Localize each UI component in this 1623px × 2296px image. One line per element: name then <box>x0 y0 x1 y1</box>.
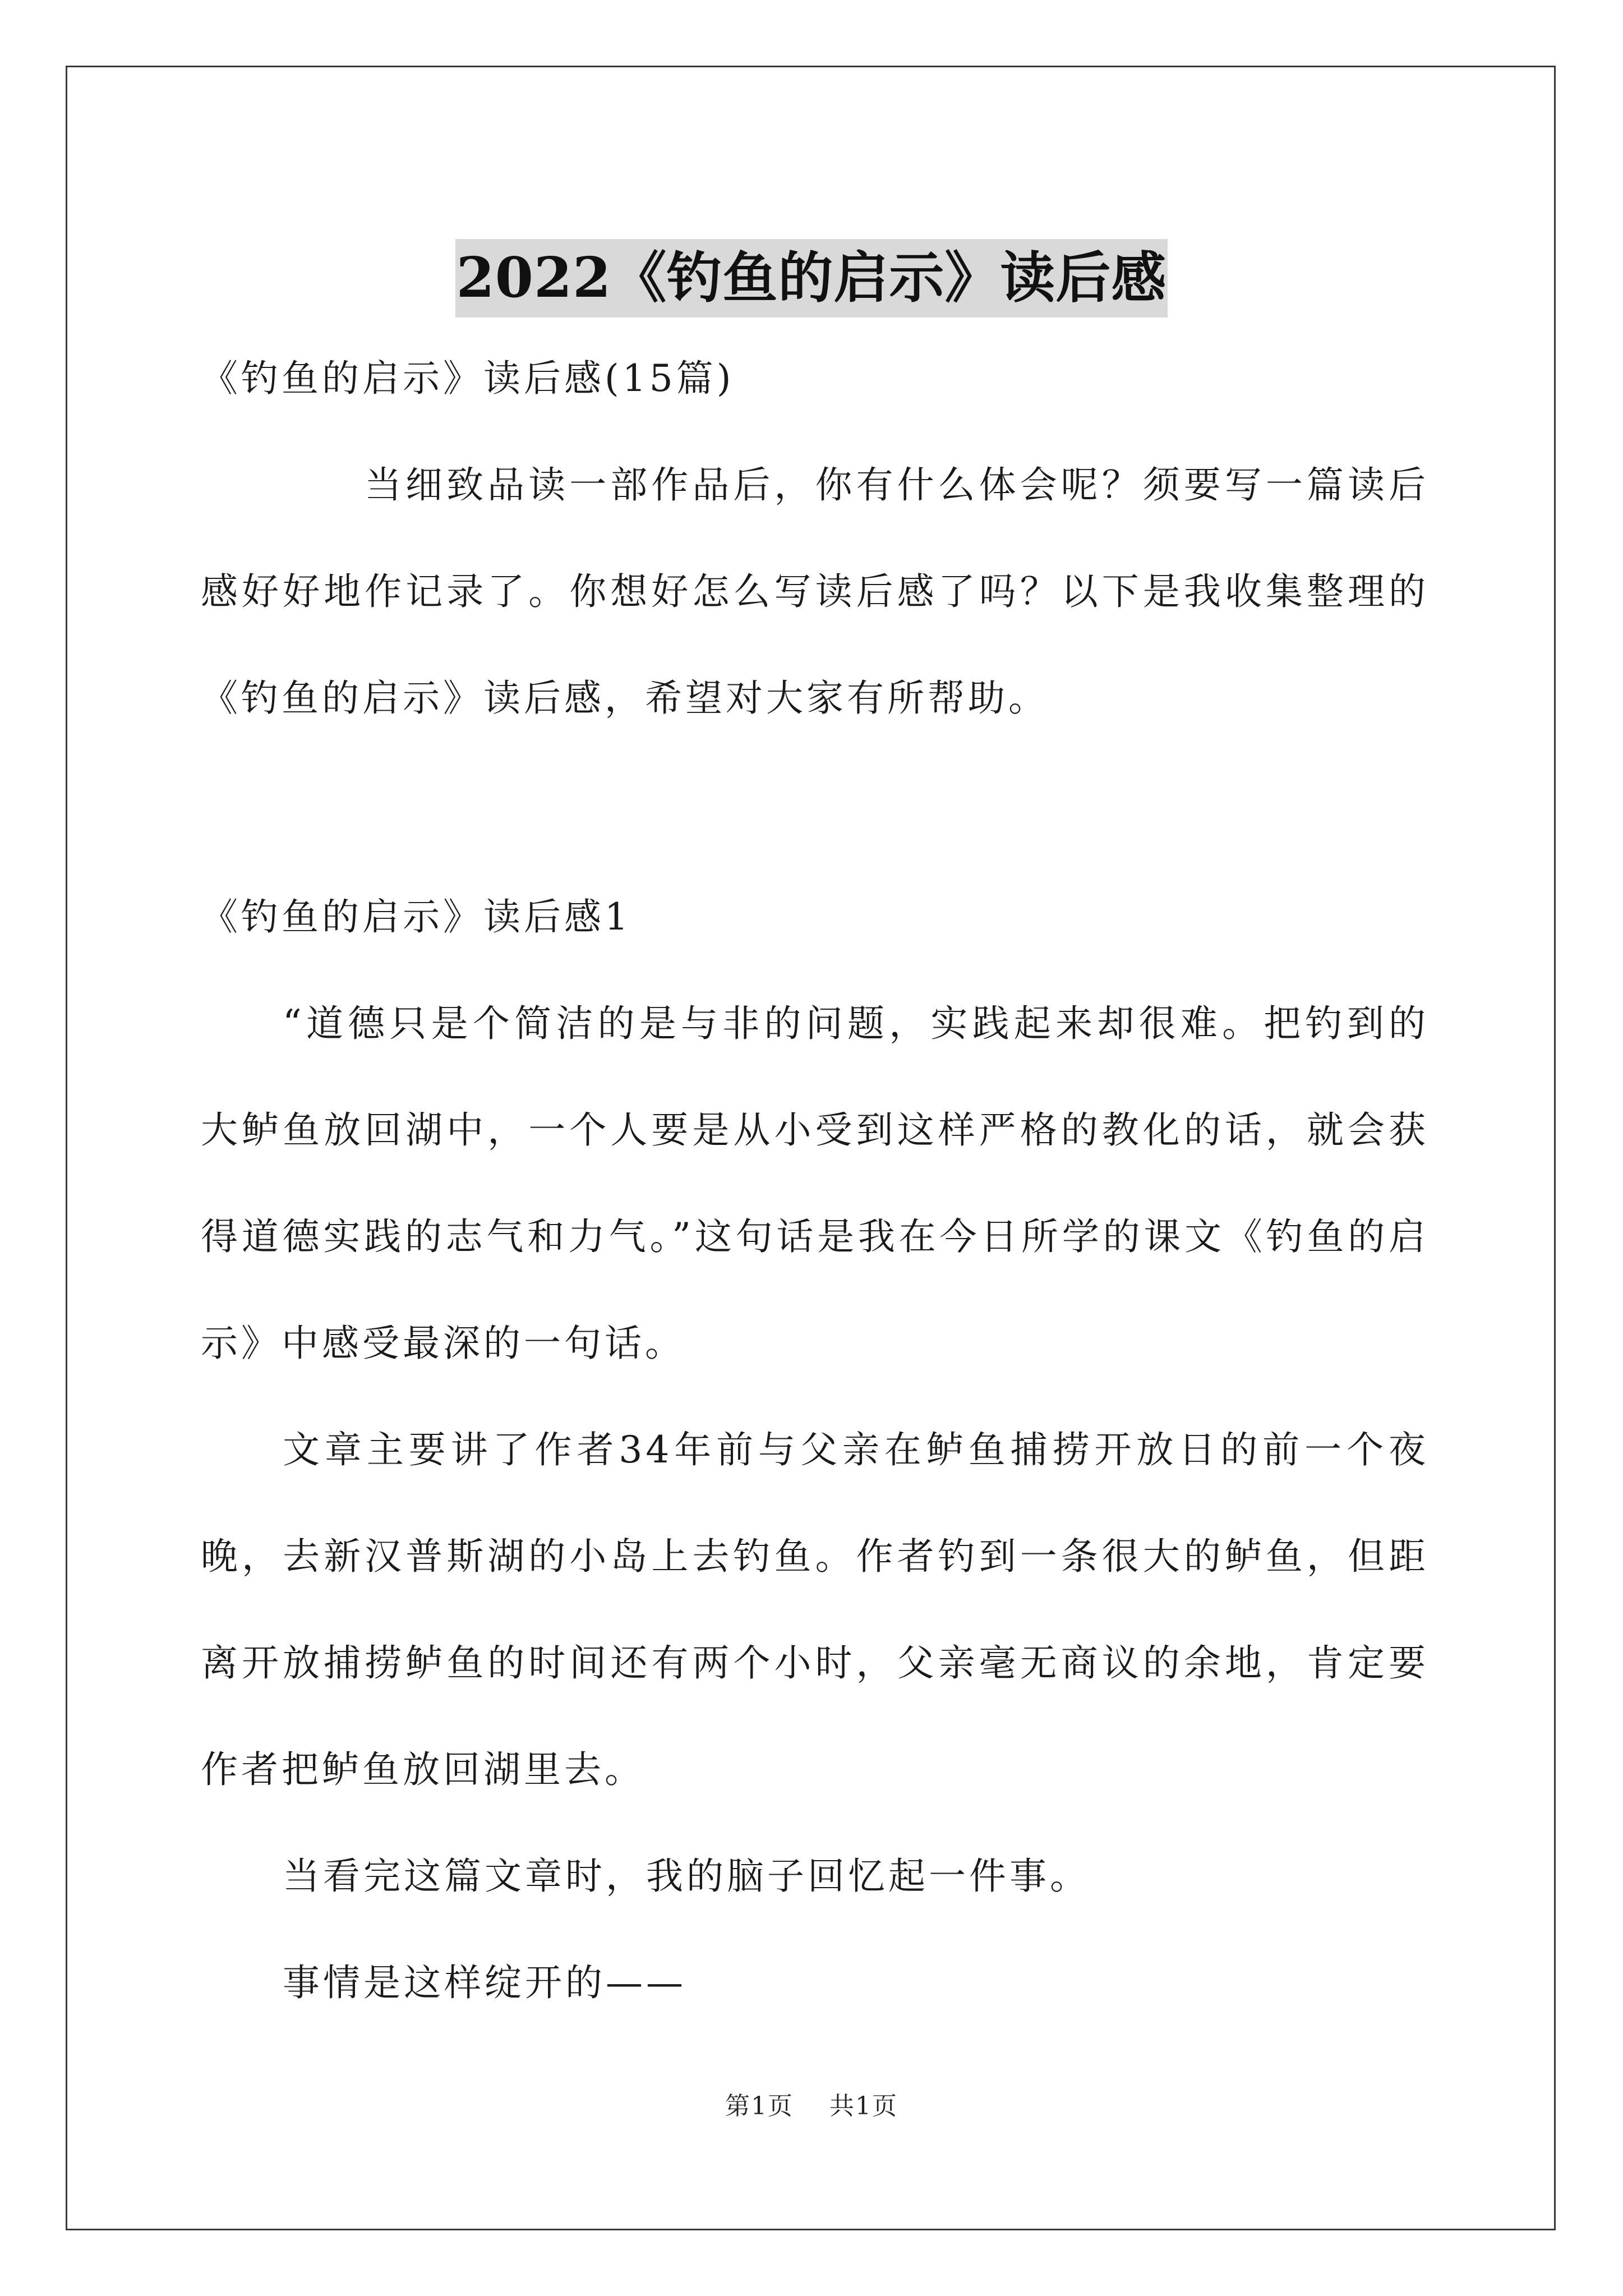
document-subtitle: 《钓鱼的启示》读后感(15篇) <box>201 357 735 400</box>
intro-paragraph: 当细致品读一部作品后，你有什么体会呢？须要写一篇读后感好好地作记录了。你想好怎么写读后感了吗？以下是我收集整理的《钓鱼的启示》读后感，希望对大家有所帮助。 <box>201 463 1429 720</box>
total-pages-label: 共1页 <box>829 2092 898 2120</box>
page-footer <box>0 2090 1623 2123</box>
body-paragraph-4: 事情是这样绽开的—— <box>283 1961 686 2004</box>
section-heading: 《钓鱼的启示》读后感1 <box>201 895 631 938</box>
page-number-label: 第1页 <box>725 2092 794 2120</box>
body-paragraph-3: 当看完这篇文章时，我的脑子回忆起一件事。 <box>283 1855 1090 1898</box>
body-paragraph-1: “道德只是个简洁的是与非的问题，实践起来却很难。把钓到的大鲈鱼放回湖中，一个人要是从小受到这样严格的教化的话，就会获得道德实践的志气和力气。”这句话是我在今日所学的课文《钓鱼的启示》中感受最深的一句话。 <box>201 1002 1429 1365</box>
document-title: 2022《钓鱼的启示》读后感 <box>455 239 1168 318</box>
footer-spacer <box>794 2092 829 2120</box>
body-paragraph-2: 文章主要讲了作者34年前与父亲在鲈鱼捕捞开放日的前一个夜晚，去新汉普斯湖的小岛上去钓鱼。作者钓到一条很大的鲈鱼，但距离开放捕捞鲈鱼的时间还有两个小时，父亲毫无商议的余地，肯定要作者把鲈鱼放回湖里去。 <box>201 1428 1429 1791</box>
